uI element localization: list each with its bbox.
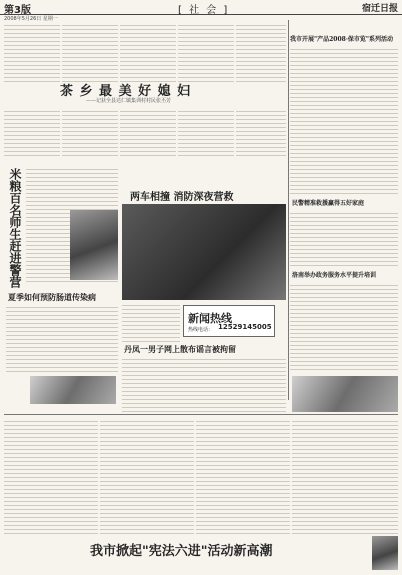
bottom-body-4 <box>292 418 398 536</box>
rumor-headline: 丹凤一男子网上散布谣言被拘留 <box>124 344 236 354</box>
middle-column-text <box>120 22 176 84</box>
rice-photo <box>70 210 118 280</box>
bottom-body-1 <box>4 418 98 536</box>
left-column-text-2 <box>62 22 118 84</box>
product-headline: 我市开展"产品2008·保市览"系列活动 <box>290 36 394 43</box>
rumor-body <box>122 356 286 412</box>
rice-headline: 米粮百名师生赶进警营 <box>8 168 22 288</box>
middle-column-text-2 <box>178 22 234 84</box>
training-photo <box>292 376 398 412</box>
news-hotline-phone: 12529145005 <box>218 323 272 331</box>
civil-headline: 民警精准救援赢得五好家庭 <box>292 200 365 207</box>
tea-body-2 <box>178 108 234 158</box>
dateline: 2008年5月26日 星期一 <box>4 16 58 22</box>
tea-body-3 <box>236 108 286 158</box>
law-headline: 我市掀起"宪法六进"活动新高潮 <box>90 544 273 559</box>
news-hotline-title: 新闻热线 <box>188 312 232 325</box>
civil-body <box>290 210 398 266</box>
summer-illustration <box>30 376 116 404</box>
left-column-text <box>4 22 60 84</box>
news-hotline-box <box>183 305 275 337</box>
bottom-body-3 <box>196 418 290 536</box>
tea-subtitle: ——记获全县达仁镇集训村村民张丕芳 <box>86 98 172 104</box>
summer-headline: 夏季如何预防肠道传染病 <box>8 292 96 302</box>
section-label: [ 社 会 ] <box>178 5 230 16</box>
training-body <box>290 282 398 372</box>
bottom-photo <box>372 536 398 570</box>
left-body-2 <box>4 108 60 158</box>
masthead-brand: 宿迁日报 <box>361 4 398 14</box>
divider-horizontal <box>4 414 398 415</box>
tea-body-1 <box>120 108 176 158</box>
page-header <box>0 0 402 15</box>
training-headline: 洛南举办政务服务水平提升培训 <box>292 272 377 279</box>
left-body-3 <box>62 108 118 158</box>
fire-photo <box>122 204 286 300</box>
summer-body <box>6 304 118 374</box>
bottom-body-2 <box>100 418 194 536</box>
fire-caption <box>122 302 180 342</box>
divider-vertical <box>288 20 289 400</box>
fire-headline: 两车相撞 消防深夜营救 <box>130 192 234 203</box>
product-body <box>290 46 398 194</box>
page-number: 第3版 <box>4 5 31 16</box>
middle-column-text-3 <box>236 22 286 84</box>
news-hotline-label: 热线电话： <box>188 327 214 333</box>
tea-headline: 茶 乡 最 美 好 媳 妇 <box>60 84 192 99</box>
